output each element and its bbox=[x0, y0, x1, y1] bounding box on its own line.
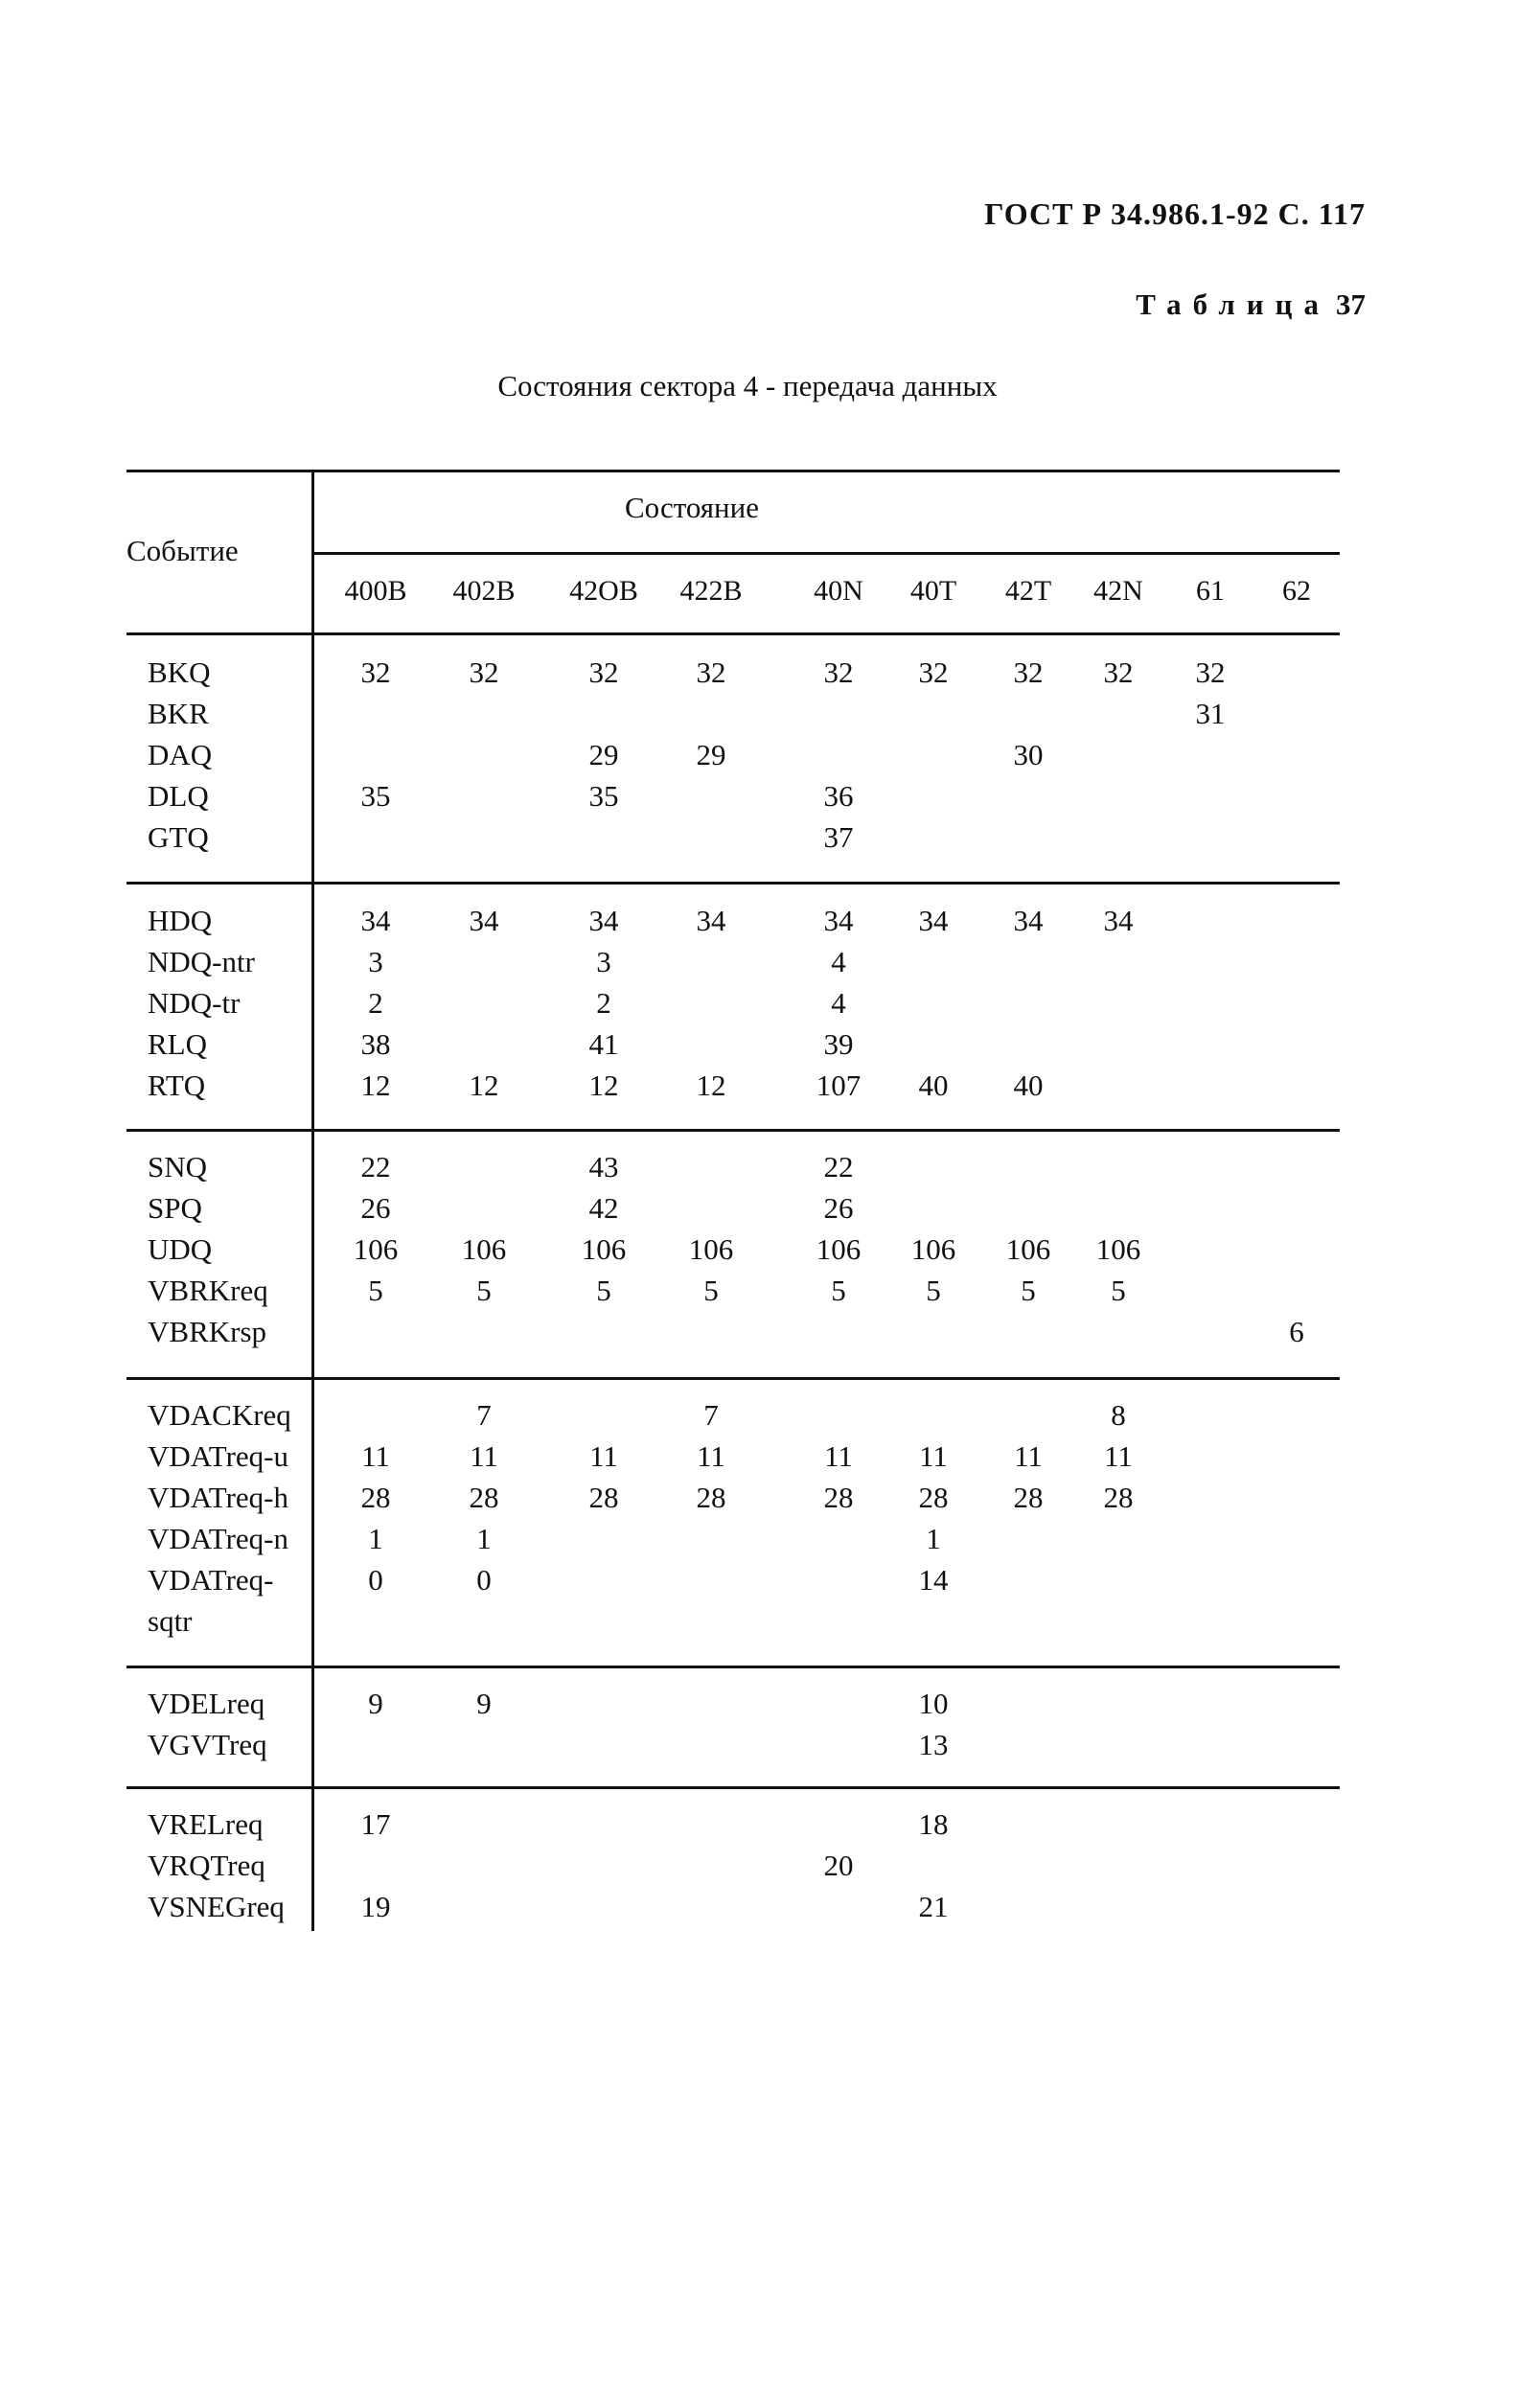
transition-cell: 31 bbox=[1195, 697, 1226, 730]
table-number: 37 bbox=[1336, 287, 1366, 321]
event-name: VSNEGreq bbox=[148, 1890, 285, 1923]
event-name: VDELreq bbox=[148, 1687, 265, 1720]
table-row bbox=[0, 1274, 1540, 1314]
transition-cell: 29 bbox=[696, 738, 726, 771]
event-name: HDQ bbox=[148, 904, 213, 937]
table-caption bbox=[0, 369, 1495, 403]
state-header-rule bbox=[313, 552, 1340, 555]
table-row bbox=[0, 1807, 1540, 1848]
transition-cell: 11 bbox=[824, 1439, 853, 1473]
transition-cell: 39 bbox=[823, 1027, 854, 1061]
state-column-header-4: 40N bbox=[814, 575, 863, 607]
event-name: BKR bbox=[148, 697, 209, 730]
event-name: NDQ-tr bbox=[148, 986, 241, 1020]
table-row bbox=[0, 1027, 1540, 1068]
transition-cell: 5 bbox=[476, 1274, 492, 1307]
table-caption-text: Состояния сектора 4 - передача данных bbox=[497, 369, 998, 402]
transition-cell: 37 bbox=[823, 820, 854, 854]
transition-cell: 43 bbox=[588, 1150, 619, 1184]
transition-cell: 26 bbox=[823, 1191, 854, 1225]
table-row bbox=[0, 1563, 1540, 1603]
event-name: sqtr bbox=[148, 1604, 193, 1638]
transition-cell: 41 bbox=[588, 1027, 619, 1061]
transition-cell: 106 bbox=[461, 1232, 507, 1266]
transition-cell: 35 bbox=[360, 779, 391, 813]
table-row bbox=[0, 1315, 1540, 1355]
transition-cell: 11 bbox=[361, 1439, 390, 1473]
transition-cell: 5 bbox=[926, 1274, 941, 1307]
event-name: RTQ bbox=[148, 1069, 206, 1102]
transition-cell: 34 bbox=[1103, 904, 1134, 937]
table-row bbox=[0, 1232, 1540, 1273]
transition-cell: 32 bbox=[469, 655, 499, 689]
transition-cell: 34 bbox=[1013, 904, 1044, 937]
transition-cell: 28 bbox=[823, 1481, 854, 1514]
table-row bbox=[0, 1150, 1540, 1190]
transition-cell: 106 bbox=[1005, 1232, 1051, 1266]
transition-cell: 5 bbox=[596, 1274, 611, 1307]
group-separator-rule bbox=[126, 1377, 1340, 1380]
event-name: VRQTreq bbox=[148, 1849, 265, 1882]
transition-cell: 34 bbox=[918, 904, 949, 937]
group-separator-rule bbox=[126, 1666, 1340, 1668]
transition-cell: 32 bbox=[1195, 655, 1226, 689]
table-row bbox=[0, 779, 1540, 819]
state-column-header-2: 42OB bbox=[569, 575, 638, 607]
transition-cell: 5 bbox=[1021, 1274, 1036, 1307]
transition-cell: 35 bbox=[588, 779, 619, 813]
transition-cell: 10 bbox=[918, 1687, 949, 1720]
transition-cell: 28 bbox=[1103, 1481, 1134, 1514]
transition-cell: 18 bbox=[918, 1807, 949, 1841]
page-header: ГОСТ Р 34.986.1-92 С. 117 bbox=[984, 196, 1366, 231]
transition-cell: 11 bbox=[1104, 1439, 1133, 1473]
transition-cell: 1 bbox=[926, 1522, 941, 1555]
event-name: DAQ bbox=[148, 738, 213, 771]
transition-cell: 4 bbox=[831, 986, 846, 1020]
state-column-header-0: 400B bbox=[344, 575, 407, 607]
table-row bbox=[0, 820, 1540, 861]
transition-cell: 28 bbox=[588, 1481, 619, 1514]
transition-cell: 21 bbox=[918, 1890, 949, 1923]
transition-cell: 4 bbox=[831, 945, 846, 978]
transition-cell: 28 bbox=[360, 1481, 391, 1514]
transition-cell: 40 bbox=[1013, 1069, 1044, 1102]
table-row bbox=[0, 1522, 1540, 1562]
event-name: VDATreq-n bbox=[148, 1522, 288, 1555]
table-row bbox=[0, 1398, 1540, 1438]
transition-cell: 34 bbox=[696, 904, 726, 937]
table-row bbox=[0, 738, 1540, 778]
transition-cell: 11 bbox=[589, 1439, 618, 1473]
transition-cell: 106 bbox=[688, 1232, 734, 1266]
transition-cell: 32 bbox=[696, 655, 726, 689]
table-row bbox=[0, 986, 1540, 1026]
table-number-label bbox=[1136, 287, 1366, 322]
transition-cell: 32 bbox=[360, 655, 391, 689]
transition-cell: 38 bbox=[360, 1027, 391, 1061]
table-row bbox=[0, 1687, 1540, 1727]
event-name: VBRKrsp bbox=[148, 1315, 267, 1348]
state-column-header-3: 422B bbox=[679, 575, 743, 607]
transition-cell: 107 bbox=[816, 1069, 862, 1102]
transition-cell: 12 bbox=[588, 1069, 619, 1102]
event-name: UDQ bbox=[148, 1232, 213, 1266]
table-top-rule bbox=[126, 470, 1340, 472]
transition-cell: 32 bbox=[823, 655, 854, 689]
transition-cell: 11 bbox=[470, 1439, 498, 1473]
event-name: VDACKreq bbox=[148, 1398, 291, 1432]
event-name: VDATreq-u bbox=[148, 1439, 288, 1473]
transition-cell: 29 bbox=[588, 738, 619, 771]
transition-cell: 106 bbox=[910, 1232, 956, 1266]
transition-cell: 32 bbox=[918, 655, 949, 689]
event-name: VDATreq-h bbox=[148, 1481, 288, 1514]
transition-cell: 106 bbox=[816, 1232, 862, 1266]
table-row bbox=[0, 1481, 1540, 1521]
transition-cell: 106 bbox=[1095, 1232, 1141, 1266]
transition-cell: 0 bbox=[368, 1563, 383, 1597]
transition-cell: 11 bbox=[697, 1439, 725, 1473]
transition-cell: 3 bbox=[368, 945, 383, 978]
table-row bbox=[0, 1069, 1540, 1109]
transition-cell: 14 bbox=[918, 1563, 949, 1597]
table-word: Таблица bbox=[1136, 287, 1330, 321]
event-name: SNQ bbox=[148, 1150, 208, 1184]
event-name: BKQ bbox=[148, 655, 211, 689]
state-column-header-7: 42N bbox=[1093, 575, 1143, 607]
transition-cell: 7 bbox=[476, 1398, 492, 1432]
event-name: VDATreq- bbox=[148, 1563, 274, 1597]
transition-cell: 28 bbox=[696, 1481, 726, 1514]
group-separator-rule bbox=[126, 1129, 1340, 1132]
table-row bbox=[0, 904, 1540, 944]
transition-cell: 22 bbox=[360, 1150, 391, 1184]
transition-cell: 34 bbox=[360, 904, 391, 937]
event-name: RLQ bbox=[148, 1027, 207, 1061]
transition-cell: 32 bbox=[588, 655, 619, 689]
event-column-header: Событие bbox=[126, 534, 239, 567]
table-row bbox=[0, 945, 1540, 985]
transition-cell: 13 bbox=[918, 1728, 949, 1761]
transition-cell: 0 bbox=[476, 1563, 492, 1597]
transition-cell: 26 bbox=[360, 1191, 391, 1225]
table-row bbox=[0, 1191, 1540, 1231]
transition-cell: 34 bbox=[823, 904, 854, 937]
event-name: VGVTreq bbox=[148, 1728, 267, 1761]
state-column-header-8: 61 bbox=[1196, 575, 1225, 607]
transition-cell: 2 bbox=[596, 986, 611, 1020]
state-column-header-5: 40T bbox=[909, 575, 957, 607]
transition-cell: 7 bbox=[703, 1398, 719, 1432]
event-name: GTQ bbox=[148, 820, 209, 854]
state-column-header-1: 402B bbox=[452, 575, 516, 607]
transition-cell: 40 bbox=[918, 1069, 949, 1102]
state-columns-header-row bbox=[0, 575, 1540, 613]
transition-cell: 9 bbox=[368, 1687, 383, 1720]
transition-cell: 6 bbox=[1289, 1315, 1304, 1348]
transition-cell: 28 bbox=[918, 1481, 949, 1514]
transition-cell: 5 bbox=[703, 1274, 719, 1307]
transition-cell: 8 bbox=[1111, 1398, 1126, 1432]
transition-cell: 32 bbox=[1013, 655, 1044, 689]
transition-cell: 32 bbox=[1103, 655, 1134, 689]
transition-cell: 3 bbox=[596, 945, 611, 978]
transition-cell: 34 bbox=[469, 904, 499, 937]
transition-cell: 12 bbox=[360, 1069, 391, 1102]
group-separator-rule bbox=[126, 1786, 1340, 1789]
transition-cell: 34 bbox=[588, 904, 619, 937]
header-bottom-rule bbox=[126, 632, 1340, 635]
transition-cell: 19 bbox=[360, 1890, 391, 1923]
transition-cell: 20 bbox=[823, 1849, 854, 1882]
transition-cell: 12 bbox=[696, 1069, 726, 1102]
transition-cell: 30 bbox=[1013, 738, 1044, 771]
transition-cell: 9 bbox=[476, 1687, 492, 1720]
state-column-header-6: 42T bbox=[1004, 575, 1052, 607]
event-name: VRELreq bbox=[148, 1807, 264, 1841]
transition-cell: 2 bbox=[368, 986, 383, 1020]
event-name: NDQ-ntr bbox=[148, 945, 255, 978]
table-row bbox=[0, 655, 1540, 696]
transition-cell: 5 bbox=[1111, 1274, 1126, 1307]
transition-cell: 17 bbox=[360, 1807, 391, 1841]
table-row bbox=[0, 1439, 1540, 1480]
transition-cell: 12 bbox=[469, 1069, 499, 1102]
transition-cell: 36 bbox=[823, 779, 854, 813]
state-column-header-9: 62 bbox=[1282, 575, 1311, 607]
transition-cell: 5 bbox=[368, 1274, 383, 1307]
transition-cell: 42 bbox=[588, 1191, 619, 1225]
transition-cell: 11 bbox=[919, 1439, 948, 1473]
transition-cell: 22 bbox=[823, 1150, 854, 1184]
table-row bbox=[0, 1849, 1540, 1889]
table-row bbox=[0, 1604, 1540, 1644]
table-row bbox=[0, 1728, 1540, 1768]
transition-cell: 1 bbox=[368, 1522, 383, 1555]
state-column-header: Состояние bbox=[625, 491, 759, 524]
event-name: SPQ bbox=[148, 1191, 202, 1225]
transition-cell: 28 bbox=[1013, 1481, 1044, 1514]
transition-cell: 28 bbox=[469, 1481, 499, 1514]
table-row bbox=[0, 697, 1540, 737]
transition-cell: 11 bbox=[1014, 1439, 1043, 1473]
transition-cell: 5 bbox=[831, 1274, 846, 1307]
event-name: VBRKreq bbox=[148, 1274, 268, 1307]
transition-cell: 106 bbox=[353, 1232, 399, 1266]
event-name: DLQ bbox=[148, 779, 209, 813]
transition-cell: 1 bbox=[476, 1522, 492, 1555]
group-separator-rule bbox=[126, 882, 1340, 885]
table-row bbox=[0, 1890, 1540, 1930]
transition-cell: 106 bbox=[581, 1232, 627, 1266]
